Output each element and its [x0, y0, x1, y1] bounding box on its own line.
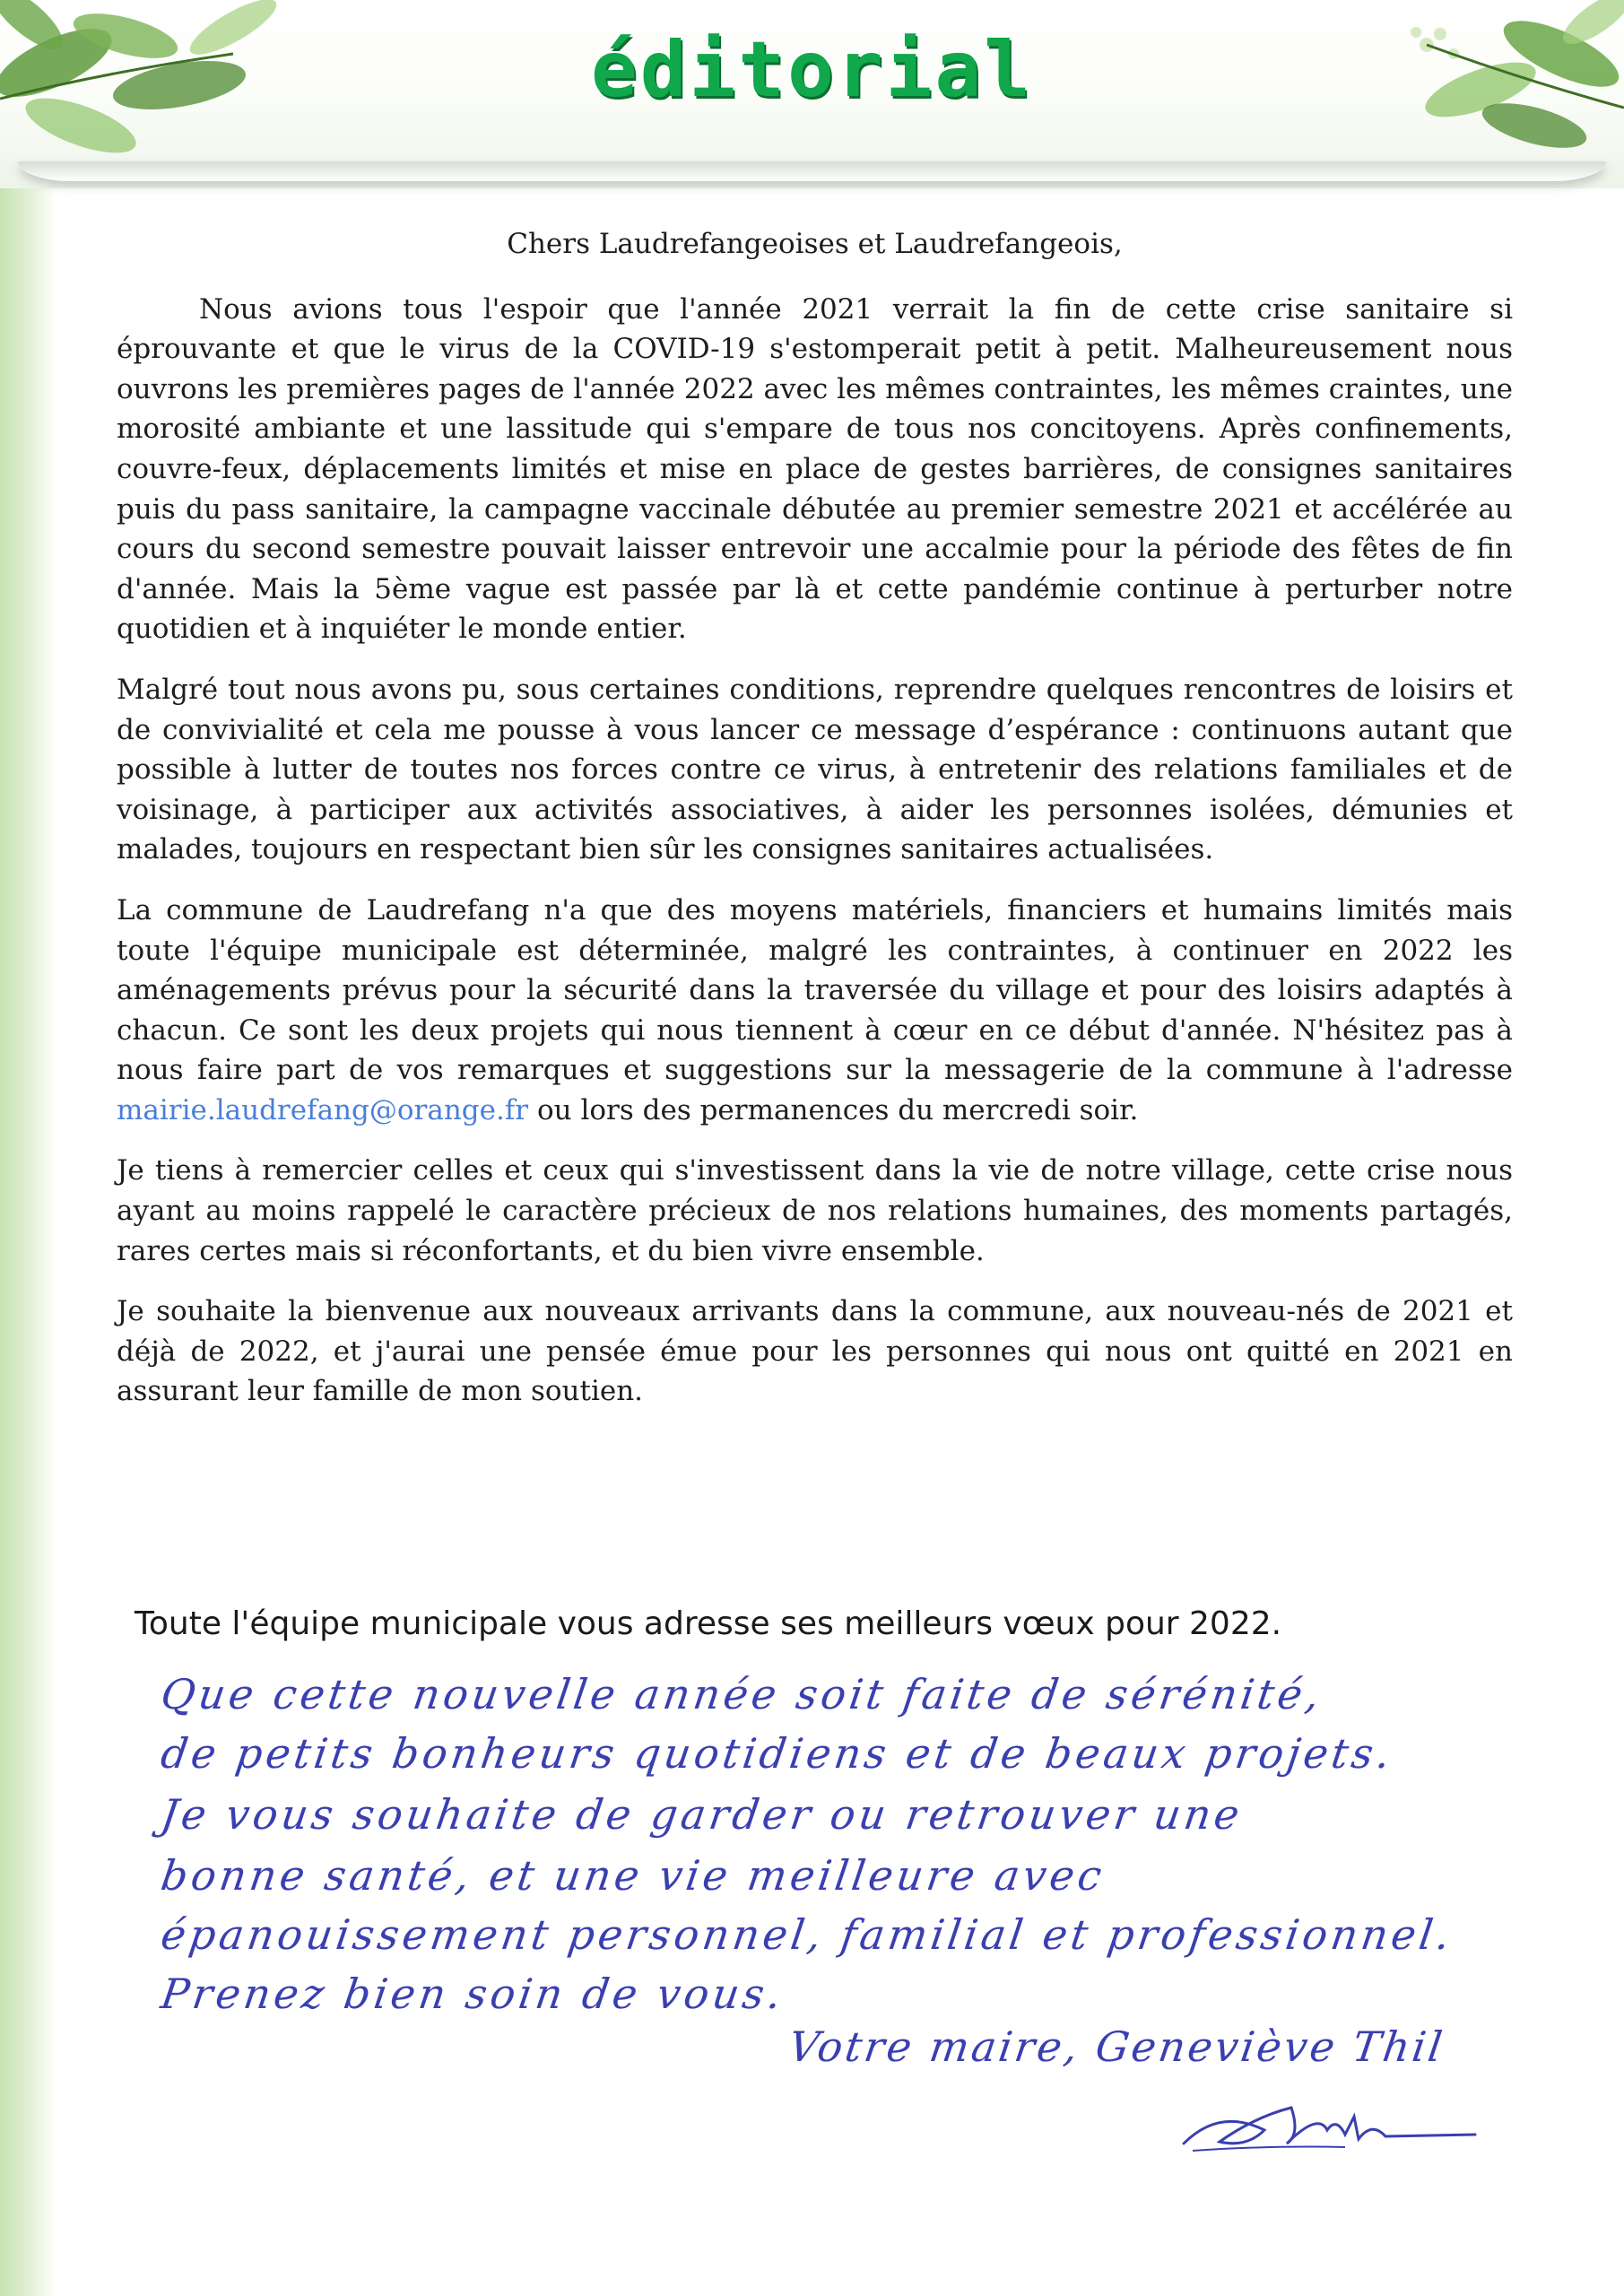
handwritten-line: épanouissement personnel, familial et professionnel.: [158, 1910, 1457, 1959]
header-divider: [18, 161, 1606, 181]
paragraph-5: Je souhaite la bienvenue aux nouveaux arrivants dans la commune, aux nouveau-nés de 2021 et déjà de 2022, et j'aurai une pensée émue pour les personnes qui nous ont quitté en 2021 en assurant leur famille de mon soutien.: [117, 1295, 1513, 1408]
decorative-side-band: [0, 0, 56, 2296]
paragraph-1: Nous avions tous l'espoir que l'année 2021 verrait la fin de cette crise sanitaire si éprouvante et que le virus de la COVID-19 s'estomperait petit à petit. Malheureusement nous ouvrons les premières pages de l'année 2022 avec les mêmes contraintes, les mêmes craintes, une morosité ambiante et une lassitude qui s'empare de tous nos concitoyens. Après confinements, couvre-feux, déplacements limités et mise en place de gestes barrières, de consignes sanitaires puis du pass sanitaire, la campagne vaccinale débutée au premier semestre 2021 et accélérée au cours du second semestre pouvait laisser entrevoir une accalmie pour la période des fêtes de fin d'année. Mais la 5ème vague est passée par là et cette pandémie continue à perturber notre quotidien et à inquiéter le monde entier.: [117, 292, 1513, 646]
paragraph-3-text-start: La commune de Laudrefang n'a que des moyens matériels, financiers et humains limités mais toute l'équipe municipale est déterminée, malgré les contraintes, à continuer en 2022 les aménagements prévus pour la sécurité dans la traversée du village et pour des loisirs adaptés à chacun. Ce sont les deux projets qui nous tiennent à cœur en ce début d'année. N'hésitez pas à nous faire part de vos remarques et suggestions sur la messagerie de la commune à l'adresse: [117, 893, 1513, 1087]
handwritten-line: Que cette nouvelle année soit faite de sérénité,: [158, 1670, 1326, 1718]
wishes-line: Toute l'équipe municipale vous adresse ses meilleurs vœux pour 2022.: [135, 1605, 1282, 1642]
signature-mark: [1166, 2081, 1480, 2161]
paragraph-3-text-end: ou lors des permanences du mercredi soir.: [528, 1093, 1139, 1126]
handwritten-line: Je vous souhaite de garder ou retrouver une: [158, 1790, 1246, 1839]
editorial-body: [117, 224, 1513, 1432]
email-link[interactable]: mairie.laudrefang@orange.fr: [117, 1093, 529, 1126]
paragraph-3: [117, 891, 1513, 1131]
handwritten-line: de petits bonheurs quotidiens et de beaux projets.: [158, 1729, 1397, 1778]
handwritten-line: Prenez bien soin de vous.: [158, 1970, 788, 2018]
page-title: éditorial: [591, 25, 1033, 115]
page-header: [0, 0, 1624, 188]
paragraph-4: Je tiens à remercier celles et ceux qui s'investissent dans la vie de notre village, cette crise nous ayant au moins rappelé le caractère précieux de nos relations humaines, des moments partagés, rares certes mais si réconfortants, et du bien vivre ensemble.: [117, 1154, 1513, 1267]
handwritten-line: bonne santé, et une vie meilleure avec: [158, 1851, 1108, 1900]
signoff: Votre maire, Geneviève Thil: [786, 2022, 1448, 2071]
greeting: Chers Laudrefangeoises et Laudrefangeois,: [507, 228, 1123, 260]
paragraph-2: Malgré tout nous avons pu, sous certaines conditions, reprendre quelques rencontres de loisirs et de convivialité et cela me pousse à vous lancer ce message d’espérance : continuons autant que possible à lutter de toutes nos forces contre ce virus, à entretenir des relations familiales et de voisinage, à participer aux activités associatives, à aider les personnes isolées, démunies et malades, toujours en respectant bien sûr les consignes sanitaires actualisées.: [117, 673, 1513, 866]
